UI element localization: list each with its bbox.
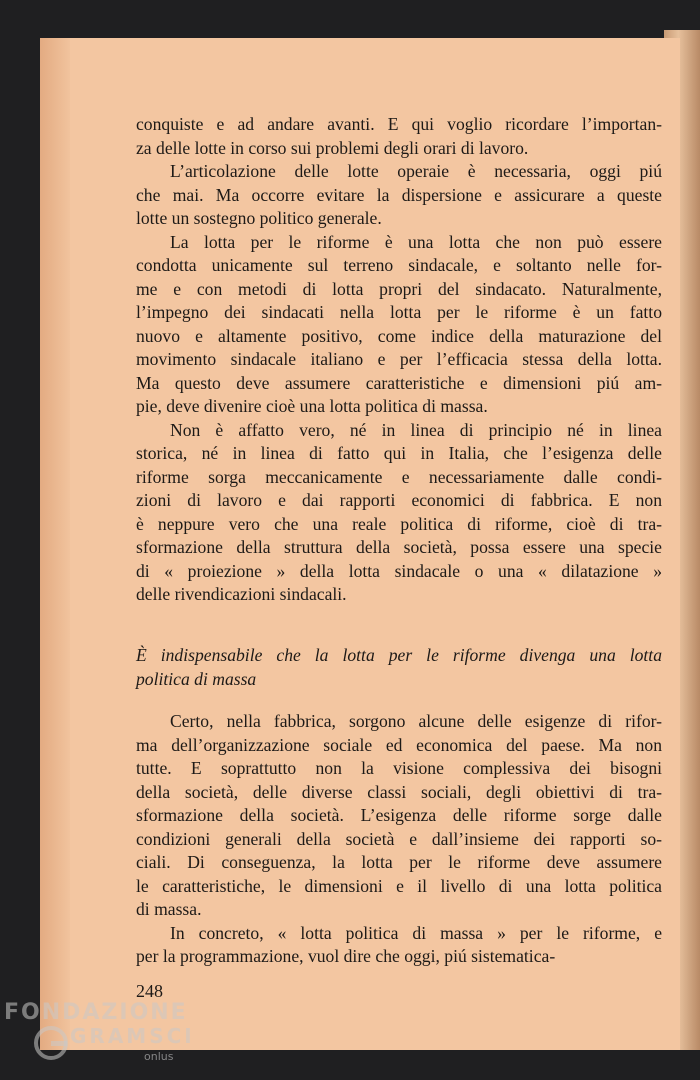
text-line: condotta unicamente sul terreno sindacale, e soltanto nelle for- [136,255,662,275]
paragraph [136,113,662,160]
text-line: delle rivendicazioni sindacali. [136,584,347,604]
watermark-onlus: onlus [144,1050,174,1063]
body-text-bottom [136,710,662,969]
text-line: pie, deve divenire cioè una lotta politica di massa. [136,396,488,416]
paragraph [136,710,662,922]
text-line: zioni di lavoro e dai rapporti economici di fabbrica. E non [136,490,662,510]
text-line: sformazione della società. L’esigenza delle riforme sorge dalle [136,805,662,825]
text-line: za delle lotte in corso sui problemi degli orari di lavoro. [136,137,529,158]
heading-line: È indispensabile che la lotta per le riforme divenga una lotta [136,645,662,665]
text-line: che mai. Ma occorre evitare la dispersione e assicurare a queste [136,184,662,205]
text-line: ciali. Di conseguenza, la lotta per le riforme deve assumere [136,852,662,872]
heading-line: politica di massa [136,669,257,689]
text-line: di « proiezione » della lotta sindacale o una « dilatazione » [136,560,662,581]
watermark-gramsci: GRAMSCI [70,1024,195,1048]
text-line: tutte. E soprattutto non la visione complessiva dei bisogni [136,758,662,778]
text-line: della società, delle diverse classi sociali, degli obiettivi di tra- [136,781,662,802]
page-gutter-shadow [40,38,70,1050]
text-line: movimento sindacale italiano e per l’efficacia stessa della lotta. [136,349,662,369]
text-line: storica, né in linea di fatto qui in Italia, che l’esigenza delle [136,443,662,463]
text-line: condizioni generali della società e dall’insieme dei rapporti so- [136,828,662,849]
text-line: nuovo e altamente positivo, come indice della maturazione del [136,325,662,346]
page-number: 248 [136,981,163,1001]
watermark-fondazione: FONDAZIONE [4,1000,188,1025]
text-line: Non è affatto vero, né in linea di principio né in linea [170,419,662,440]
text-line: In concreto, « lotta politica di massa » per le riforme, e [170,922,662,943]
text-line: conquiste e ad andare avanti. E qui voglio ricordare l’importan- [136,114,662,134]
section-heading [136,643,662,691]
text-line: l’impegno dei sindacati nella lotta per le riforme è un fatto [136,302,662,322]
text-line: Certo, nella fabbrica, sorgono alcune delle esigenze di rifor- [170,711,662,731]
text-line: per la programmazione, vuol dire che oggi, piú sistematica- [136,946,556,966]
text-line: riforme sorga meccanicamente e necessariamente dalle condi- [136,466,662,487]
paragraph [136,419,662,607]
paragraph [136,922,662,969]
paragraph [136,231,662,419]
body-text-top [136,113,662,607]
text-line: sformazione della struttura della società, possa essere una specie [136,537,662,557]
watermark-logo-icon [32,1024,70,1062]
text-line: L’articolazione delle lotte operaie è necessaria, oggi piú [170,161,662,181]
text-line: lotte un sostegno politico generale. [136,208,382,228]
text-line: me e con metodi di lotta propri del sindacato. Naturalmente, [136,278,662,299]
text-line: La lotta per le riforme è una lotta che non può essere [170,231,662,252]
text-line: Ma questo deve assumere caratteristiche e dimensioni piú am- [136,372,662,393]
text-line: di massa. [136,899,202,919]
text-line: ma dell’organizzazione sociale ed economica del paese. Ma non [136,734,662,755]
text-line: è neppure vero che una reale politica di riforme, cioè di tra- [136,513,662,534]
paragraph [136,160,662,231]
text-line: le caratteristiche, le dimensioni e il livello di una lotta politica [136,875,662,896]
